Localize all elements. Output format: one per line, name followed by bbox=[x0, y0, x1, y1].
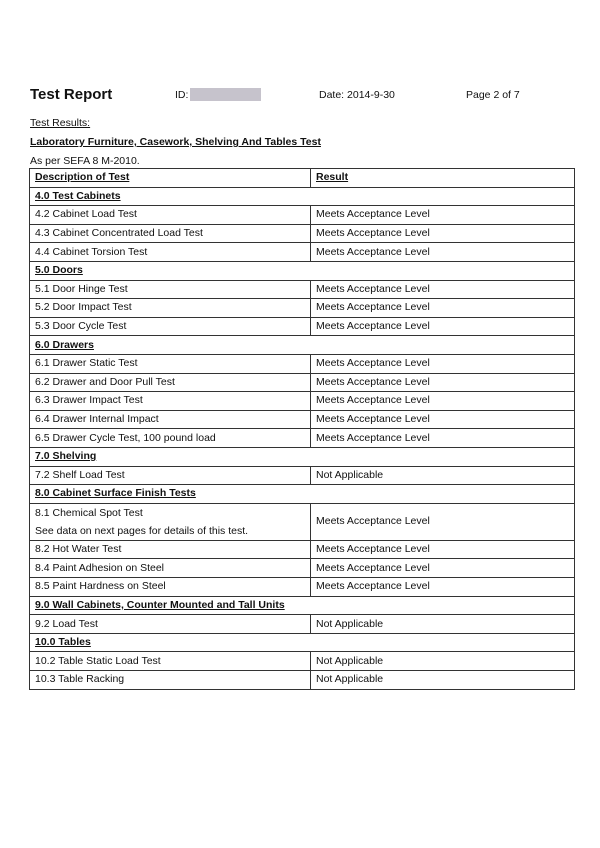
table-row bbox=[30, 671, 575, 690]
report-header bbox=[30, 86, 575, 106]
report-date: Date: 2014-9-30 bbox=[319, 89, 395, 101]
table-row bbox=[30, 466, 575, 485]
table-row bbox=[30, 243, 575, 262]
test-result-cell: Not Applicable bbox=[311, 466, 575, 485]
section-heading-row bbox=[30, 336, 575, 355]
table-row bbox=[30, 354, 575, 373]
test-result-cell: Not Applicable bbox=[311, 671, 575, 690]
section-heading-row bbox=[30, 633, 575, 652]
test-result-cell: Meets Acceptance Level bbox=[311, 224, 575, 243]
table-row bbox=[30, 540, 575, 559]
test-description-cell: 5.1 Door Hinge Test bbox=[30, 280, 311, 299]
test-result-cell: Meets Acceptance Level bbox=[311, 578, 575, 597]
table-row bbox=[30, 578, 575, 597]
test-description-cell: 6.3 Drawer Impact Test bbox=[30, 392, 311, 411]
document-title: Laboratory Furniture, Casework, Shelving And Tables Test bbox=[30, 136, 321, 148]
test-note: See data on next pages for details of this test. bbox=[35, 524, 249, 537]
table-row bbox=[30, 429, 575, 448]
test-description-cell: 6.4 Drawer Internal Impact bbox=[30, 410, 311, 429]
test-result-cell: Meets Acceptance Level bbox=[311, 299, 575, 318]
test-description-cell: 4.4 Cabinet Torsion Test bbox=[30, 243, 311, 262]
section-heading: 9.0 Wall Cabinets, Counter Mounted and Tall Units bbox=[30, 596, 575, 615]
table-row bbox=[30, 410, 575, 429]
table-row bbox=[30, 392, 575, 411]
test-result-cell: Meets Acceptance Level bbox=[311, 317, 575, 336]
section-heading-row bbox=[30, 187, 575, 206]
test-description-cell: 8.5 Paint Hardness on Steel bbox=[30, 578, 311, 597]
table-row bbox=[30, 652, 575, 671]
test-result-cell: Meets Acceptance Level bbox=[311, 410, 575, 429]
redacted-id-box bbox=[190, 88, 261, 101]
test-result-cell: Not Applicable bbox=[311, 652, 575, 671]
test-description-cell: 6.5 Drawer Cycle Test, 100 pound load bbox=[30, 429, 311, 448]
section-heading: 7.0 Shelving bbox=[30, 447, 575, 466]
column-header-description: Description of Test bbox=[30, 169, 311, 188]
test-description-cell: 7.2 Shelf Load Test bbox=[30, 466, 311, 485]
test-description-cell: 4.2 Cabinet Load Test bbox=[30, 206, 311, 225]
test-description-cell: 10.3 Table Racking bbox=[30, 671, 311, 690]
test-result-cell: Meets Acceptance Level bbox=[311, 503, 575, 540]
test-description-cell: 6.1 Drawer Static Test bbox=[30, 354, 311, 373]
test-description-cell bbox=[30, 503, 311, 540]
section-heading-row bbox=[30, 596, 575, 615]
test-result-cell: Meets Acceptance Level bbox=[311, 540, 575, 559]
test-description-cell: 9.2 Load Test bbox=[30, 615, 311, 634]
test-result-cell: Meets Acceptance Level bbox=[311, 373, 575, 392]
test-result-cell: Meets Acceptance Level bbox=[311, 206, 575, 225]
test-result-cell: Not Applicable bbox=[311, 615, 575, 634]
page-number: Page 2 of 7 bbox=[466, 89, 520, 101]
test-result-cell: Meets Acceptance Level bbox=[311, 429, 575, 448]
test-description: 8.1 Chemical Spot Test bbox=[35, 506, 143, 519]
column-header-result: Result bbox=[311, 169, 575, 188]
test-result-cell: Meets Acceptance Level bbox=[311, 243, 575, 262]
table-row bbox=[30, 224, 575, 243]
test-description-cell: 5.2 Door Impact Test bbox=[30, 299, 311, 318]
test-description-cell: 6.2 Drawer and Door Pull Test bbox=[30, 373, 311, 392]
test-description-cell: 5.3 Door Cycle Test bbox=[30, 317, 311, 336]
section-heading: 5.0 Doors bbox=[30, 261, 575, 280]
test-result-cell: Meets Acceptance Level bbox=[311, 559, 575, 578]
test-description-cell: 10.2 Table Static Load Test bbox=[30, 652, 311, 671]
table-row bbox=[30, 559, 575, 578]
report-title: Test Report bbox=[30, 86, 113, 103]
table-row bbox=[30, 299, 575, 318]
test-result-cell: Meets Acceptance Level bbox=[311, 354, 575, 373]
table-row bbox=[30, 503, 575, 540]
table-header-row bbox=[30, 169, 575, 188]
test-description-cell: 8.4 Paint Adhesion on Steel bbox=[30, 559, 311, 578]
test-description-cell: 8.2 Hot Water Test bbox=[30, 540, 311, 559]
table-row bbox=[30, 615, 575, 634]
table-row bbox=[30, 317, 575, 336]
section-heading: 4.0 Test Cabinets bbox=[30, 187, 575, 206]
section-heading: 8.0 Cabinet Surface Finish Tests bbox=[30, 485, 575, 504]
test-result-cell: Meets Acceptance Level bbox=[311, 280, 575, 299]
section-heading: 10.0 Tables bbox=[30, 633, 575, 652]
section-heading: 6.0 Drawers bbox=[30, 336, 575, 355]
id-label: ID: bbox=[175, 89, 189, 101]
section-heading-row bbox=[30, 447, 575, 466]
table-row bbox=[30, 280, 575, 299]
standard-reference: As per SEFA 8 M-2010. bbox=[30, 155, 140, 167]
test-results-label: Test Results: bbox=[30, 117, 91, 129]
table-row bbox=[30, 206, 575, 225]
results-table bbox=[29, 168, 575, 690]
test-description-cell: 4.3 Cabinet Concentrated Load Test bbox=[30, 224, 311, 243]
test-result-cell: Meets Acceptance Level bbox=[311, 392, 575, 411]
section-heading-row bbox=[30, 485, 575, 504]
table-row bbox=[30, 373, 575, 392]
section-heading-row bbox=[30, 261, 575, 280]
